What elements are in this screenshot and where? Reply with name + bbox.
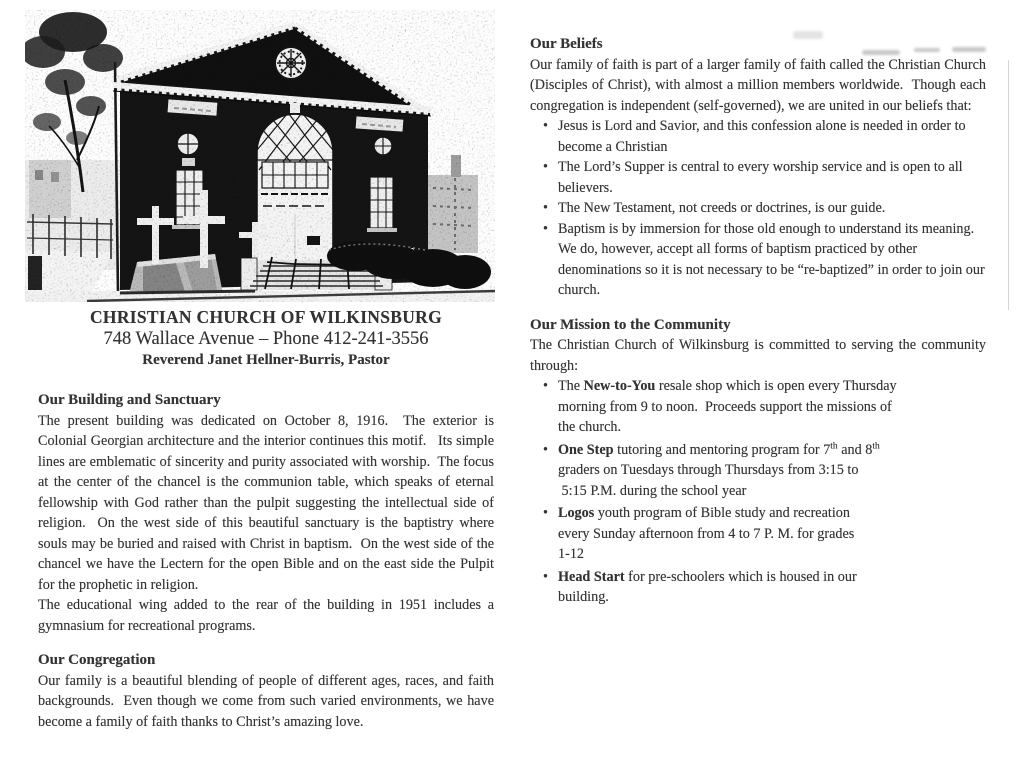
section-heading: Our Building and Sanctuary xyxy=(38,392,221,408)
left-column xyxy=(38,306,498,732)
list-item: • Logos youth program of Bible study and recreation every Sunday afternoon from 4 to 7 P. M. for grades 1-12 xyxy=(558,503,986,565)
section-congregation xyxy=(38,650,498,732)
list-item: • Head Start for pre-schoolers which is housed in our building. xyxy=(558,567,986,608)
section-heading: Our Mission to the Community xyxy=(530,316,731,333)
section-paragraph: The educational wing added to the rear of the building in 1951 includes a gymnasium for recreational programs. xyxy=(38,597,498,634)
list-item: • The New-to-You resale shop which is open every Thursday morning from 9 to noon. Proceeds support the missions of the church. xyxy=(558,376,986,438)
section-heading: Our Beliefs xyxy=(530,36,603,52)
masthead xyxy=(38,306,494,370)
scan-grain xyxy=(25,10,495,302)
list-item: • The New Testament, not creeds or doctrines, is our guide. xyxy=(558,198,986,219)
right-column xyxy=(530,34,990,610)
mission-list xyxy=(530,376,986,608)
section-building-and-sanctuary xyxy=(38,390,498,636)
scan-artifact-line xyxy=(1008,60,1009,310)
list-item: • One Step tutoring and mentoring program for 7th and 8th graders on Tuesdays through Thursdays from 3:15 to 5:15 P.M. during the school year xyxy=(558,440,986,502)
pastor-line: Reverend Janet Hellner-Burris, Pastor xyxy=(142,352,390,368)
section-paragraph: The Christian Church of Wilkinsburg is committed to serving the community through: xyxy=(530,337,990,374)
section-mission xyxy=(530,315,990,608)
list-item: • Jesus is Lord and Savior, and this confession alone is needed in order to become a Christian xyxy=(558,116,986,157)
church-building-photo xyxy=(25,10,495,302)
beliefs-list xyxy=(530,116,989,301)
church-address: 748 Wallace Avenue – Phone 412-241-3556 xyxy=(103,329,429,349)
church-photo xyxy=(25,10,495,302)
section-paragraph: Our family of faith is part of a larger family of faith called the Christian Church (Disciples of Christ), with almost a million members worldwide. Though each congregation is independent (self-governed), we are united in our beliefs that: xyxy=(530,56,990,114)
section-beliefs xyxy=(530,34,990,301)
list-item: • The Lord’s Supper is central to every worship service and is open to all believers. xyxy=(558,157,986,198)
list-item: • Baptism is by immersion for those old enough to understand its meaning. We do, however, accept all forms of baptism practiced by other denominations so it is not necessary to be “re-baptized” in order to join our church. xyxy=(558,219,986,301)
section-paragraph: The present building was dedicated on October 8, 1916. The exterior is Colonial Georgian architecture and the interior continues this motif. Its simple lines are emblematic of sincerity and purity associated with worship. The focus at the center of the chancel is the communion table, which speaks of eternal fellowship with God rather than the pulpit suggesting the intellectual side of religion. On the west side of this beautiful sanctuary is the baptistry where souls may be buried and raised with Christ in baptism. On the west side of the chancel we have the Lectern for the open Bible and on the east side the Pulpit for the prophetic in religion. xyxy=(38,412,498,593)
section-heading: Our Congregation xyxy=(38,652,156,668)
church-title: CHRISTIAN CHURCH OF WILKINSBURG xyxy=(89,307,443,327)
section-paragraph: Our family is a beautiful blending of people of different ages, races, and faith backgrounds. Even though we come from such varied environments, we have become a family of faith thanks to Christ’s amazing love. xyxy=(38,672,498,730)
